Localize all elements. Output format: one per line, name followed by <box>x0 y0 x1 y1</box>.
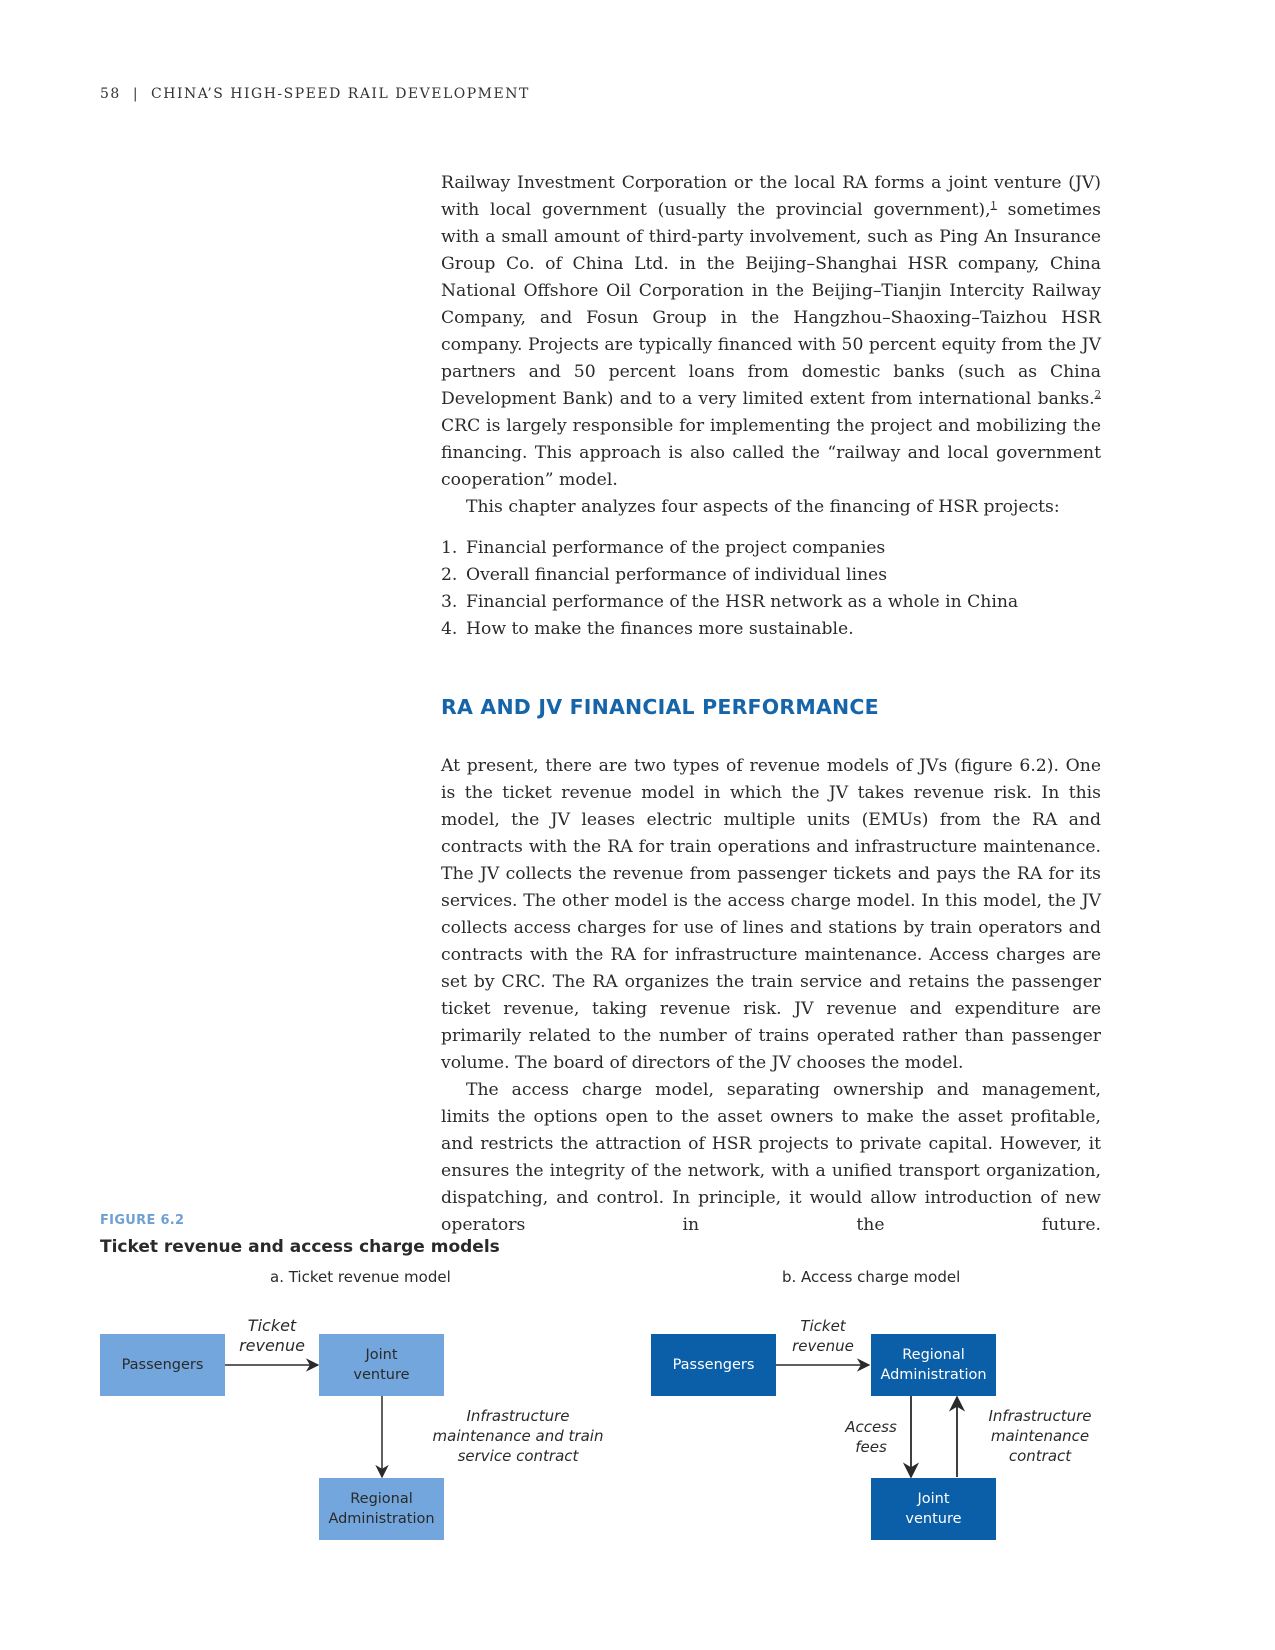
box-a-joint-venture <box>319 1334 444 1396</box>
box-b-joint-venture <box>871 1478 996 1540</box>
list-item-text: Overall financial performance of individual lines <box>466 565 888 585</box>
intro-text-part-3: CRC is largely responsible for implementing the project and mobilizing the financing. This approach is also called the “railway and local government cooperation” model. <box>441 416 1101 490</box>
list-item-number: 4. <box>441 619 458 639</box>
box-label: Joint venture <box>905 1491 962 1527</box>
label-a-contract: Infrastructure maintenance and train service contract <box>432 1407 604 1465</box>
box-label: Regional Administration <box>880 1347 987 1383</box>
box-b-passengers <box>651 1334 776 1396</box>
box-b-regional-administration <box>871 1334 996 1396</box>
section-heading: RA AND JV FINANCIAL PERFORMANCE <box>441 695 879 719</box>
box-a-regional-administration <box>319 1478 444 1540</box>
label-a-ticket-revenue: Ticket revenue <box>239 1316 305 1355</box>
list-item-text: Financial performance of the HSR network as a whole in China <box>466 592 1019 612</box>
list-item-number: 3. <box>441 592 458 612</box>
box-label: Passengers <box>121 1357 204 1373</box>
page-number: 58 <box>100 86 121 102</box>
label-b-ticket-revenue: Ticket revenue <box>792 1317 854 1355</box>
figure-label: FIGURE 6.2 <box>100 1213 185 1228</box>
box-label: Joint venture <box>353 1347 410 1383</box>
book-title: CHINA’S HIGH-SPEED RAIL DEVELOPMENT <box>151 86 530 102</box>
list-item-number: 2. <box>441 565 458 585</box>
body-paragraph-2: The access charge model, separating ownership and management, limits the options open to the asset owners to make the asset profitable, and restricts the attraction of HSR projects to private capital. However, it ensures the integrity of the network, with a unified transport organization, dispatching, and control. In principle, it would allow introduction of new operators in the future. <box>441 1080 1101 1235</box>
figure-title: Ticket revenue and access charge models <box>100 1237 500 1257</box>
body-paragraph-1: At present, there are two types of revenue models of JVs (figure 6.2). One is the ticket revenue model in which the JV takes revenue risk. In this model, the JV leases electric multiple units (EMUs) from the RA and contracts with the RA for train operations and infrastructure maintenance. The JV collects the revenue from passenger tickets and pays the RA for its services. The other model is the access charge model. In this model, the JV collects access charges for use of lines and stations by train operators and contracts with the RA for infrastructure maintenance. Access charges are set by CRC. The RA organizes the train service and retains the passenger ticket revenue, taking revenue risk. JV revenue and expenditure are primarily related to the number of trains operated rather than passenger volume. The board of directors of the JV chooses the model. <box>441 756 1101 1073</box>
footnote-ref-2[interactable]: 2 <box>1094 389 1101 401</box>
box-label: Passengers <box>672 1357 755 1373</box>
footnote-ref-1[interactable]: 1 <box>990 200 997 212</box>
header-separator: | <box>132 86 140 102</box>
label-b-maintenance-contract: Infrastructure maintenance contract <box>988 1407 1092 1465</box>
label-b-access-fees: Access fees <box>845 1418 897 1456</box>
box-label: Regional Administration <box>328 1491 435 1527</box>
list-item-number: 1. <box>441 538 458 558</box>
intro-text-part-2: sometimes with a small amount of third-party involvement, such as Ping An Insurance Group Co. of China Ltd. in the Beijing–Shanghai HSR company, China National Offshore Oil Corporation in the Beijing–Tianjin Intercity Railway Company, and Fosun Group in the Hangzhou–Shaoxing–Taizhou HSR company. Projects are typically financed with 50 percent equity from the JV partners and 50 percent loans from domestic banks (such as China Development Bank) and to a very limited extent from international banks. <box>441 200 1101 409</box>
panel-a-title: a. Ticket revenue model <box>270 1268 451 1286</box>
panel-b-title: b. Access charge model <box>782 1268 961 1286</box>
list-item-text: How to make the finances more sustainable. <box>466 619 854 639</box>
intro-text-part-1: Railway Investment Corporation or the local RA forms a joint venture (JV) with local government (usually the provincial government), <box>441 173 1101 220</box>
list-item-text: Financial performance of the project companies <box>466 538 886 558</box>
box-a-passengers <box>100 1334 225 1396</box>
chapter-intro: This chapter analyzes four aspects of the financing of HSR projects: <box>466 497 1060 517</box>
